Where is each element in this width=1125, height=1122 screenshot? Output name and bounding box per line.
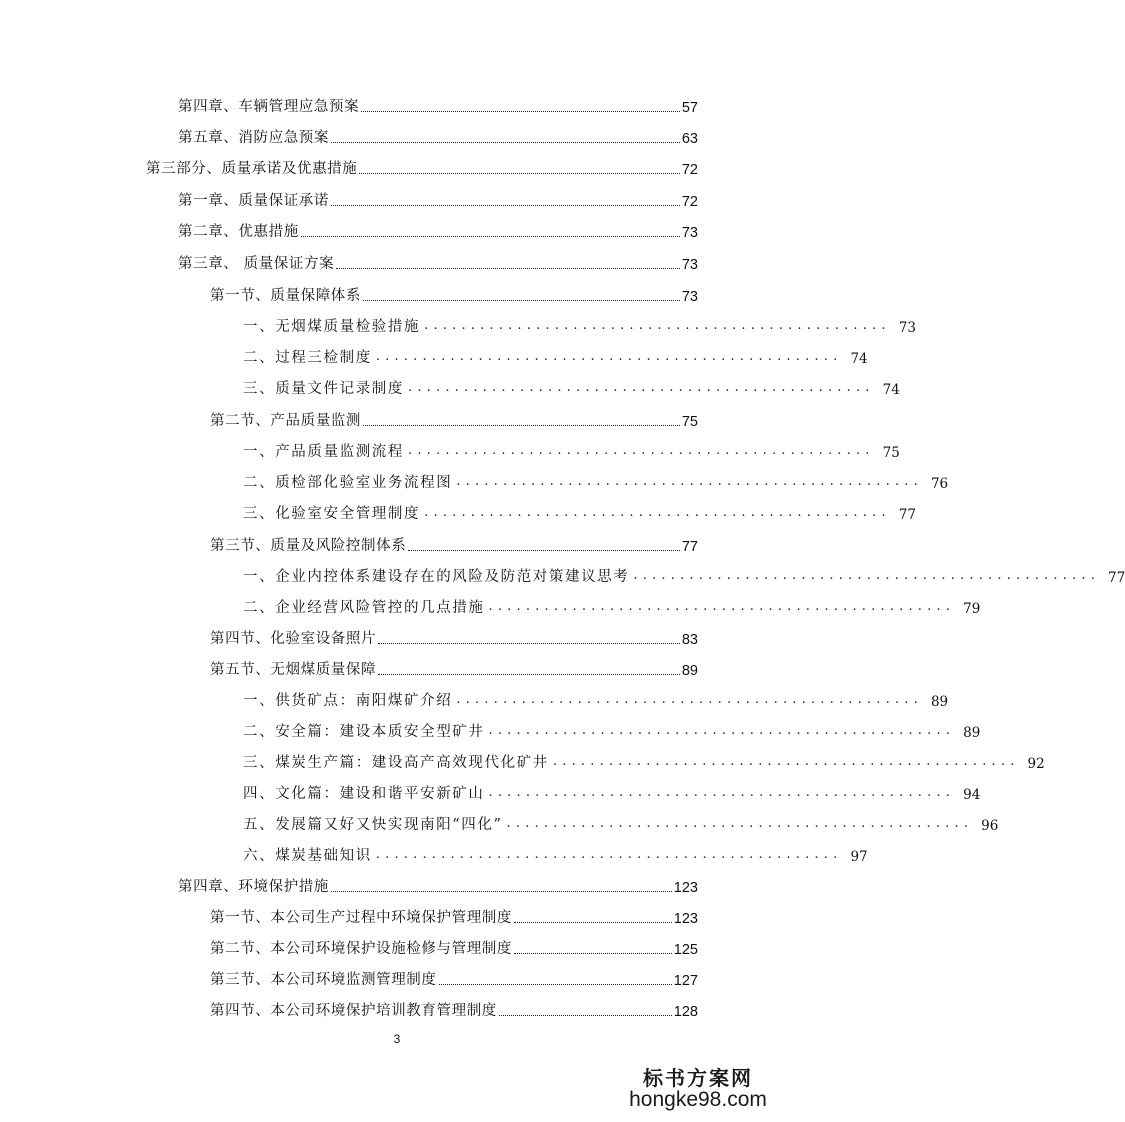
toc-entry[interactable] bbox=[243, 468, 949, 492]
toc-leader: .................................................. bbox=[424, 318, 891, 333]
toc-entry[interactable] bbox=[210, 934, 698, 958]
toc-entry-page: 89 bbox=[963, 725, 981, 741]
toc-entry[interactable] bbox=[178, 123, 698, 147]
toc-entry-title: 二、过程三检制度 bbox=[243, 350, 372, 366]
toc-entry[interactable] bbox=[243, 437, 900, 461]
toc-entry-title: 第一章、质量保证承诺 bbox=[178, 193, 329, 209]
toc-entry-page: 89 bbox=[930, 694, 949, 710]
toc-entry-title: 一、无烟煤质量检验措施 bbox=[243, 319, 421, 335]
toc-entry[interactable] bbox=[243, 686, 949, 710]
toc-entry-title: 第四节、本公司环境保护培训教育管理制度 bbox=[210, 1003, 497, 1019]
toc-leader bbox=[336, 267, 680, 269]
toc-entry-page: 92 bbox=[1027, 756, 1045, 772]
toc-entry-page: 73 bbox=[681, 257, 698, 273]
toc-entry[interactable] bbox=[243, 374, 900, 398]
toc-entry-title: 第四章、车辆管理应急预案 bbox=[178, 99, 360, 115]
toc-entry[interactable] bbox=[178, 217, 698, 241]
toc-entry[interactable] bbox=[210, 903, 698, 927]
toc-entry-title: 第四节、化验室设备照片 bbox=[210, 631, 377, 647]
toc-entry[interactable] bbox=[243, 841, 868, 865]
toc-entry[interactable] bbox=[210, 655, 698, 679]
toc-entry-page: 89 bbox=[681, 663, 698, 679]
toc-entry[interactable] bbox=[243, 810, 999, 834]
toc-leader: .................................................. bbox=[633, 568, 1101, 583]
toc-entry[interactable] bbox=[210, 531, 698, 555]
toc-entry-title: 第二章、优惠措施 bbox=[178, 224, 299, 240]
toc-entry-title: 第四章、环境保护措施 bbox=[178, 879, 329, 895]
toc-entry[interactable] bbox=[178, 249, 698, 273]
toc-leader: .................................................. bbox=[456, 692, 923, 707]
toc-leader bbox=[331, 890, 672, 892]
toc-entry-page: 77 bbox=[681, 539, 698, 555]
toc-entry[interactable] bbox=[243, 312, 916, 336]
toc-entry-page: 83 bbox=[681, 632, 698, 648]
toc-entry[interactable] bbox=[243, 748, 1045, 772]
toc-entry-page: 94 bbox=[963, 787, 981, 803]
toc-entry-title: 第五章、消防应急预案 bbox=[178, 130, 329, 146]
toc-entry-page: 75 bbox=[681, 414, 698, 430]
toc-entry-page: 72 bbox=[681, 162, 698, 178]
toc-entry-title: 第一节、质量保障体系 bbox=[210, 288, 361, 304]
toc-leader bbox=[331, 141, 680, 143]
toc-entry[interactable] bbox=[178, 186, 698, 210]
toc-leader: .................................................. bbox=[488, 785, 956, 800]
toc-entry[interactable] bbox=[210, 996, 698, 1020]
toc-entry-page: 74 bbox=[850, 351, 868, 367]
toc-leader: .................................................. bbox=[408, 443, 875, 458]
toc-entry-title: 第三章、 质量保证方案 bbox=[178, 256, 335, 272]
toc-entry-page: 77 bbox=[898, 507, 916, 523]
toc-leader bbox=[361, 110, 680, 112]
toc-entry-title: 第二节、本公司环境保护设施检修与管理制度 bbox=[210, 941, 512, 957]
toc-entry-page: 57 bbox=[681, 100, 698, 116]
toc-entry-title: 第三节、本公司环境监测管理制度 bbox=[210, 972, 437, 988]
toc-entry-title: 二、安全篇：建设本质安全型矿井 bbox=[243, 724, 485, 740]
toc-entry-title: 三、化验室安全管理制度 bbox=[243, 506, 421, 522]
toc-entry-page: 79 bbox=[963, 601, 981, 617]
toc-entry-page: 77 bbox=[1108, 570, 1125, 586]
toc-entry[interactable] bbox=[210, 965, 698, 989]
toc-leader bbox=[439, 983, 672, 985]
toc-leader bbox=[363, 299, 680, 301]
toc-entry-title: 一、产品质量监测流程 bbox=[243, 444, 404, 460]
toc-entry-title: 二、质检部化验室业务流程图 bbox=[243, 475, 453, 491]
toc-entry-page: 74 bbox=[882, 382, 900, 398]
toc-entry-page: 123 bbox=[673, 911, 698, 927]
toc-leader bbox=[378, 673, 680, 675]
toc-entry[interactable] bbox=[210, 406, 698, 430]
toc-leader bbox=[514, 952, 672, 954]
watermark-url: hongke98.com bbox=[629, 1088, 767, 1111]
toc-leader: .................................................. bbox=[552, 754, 1020, 769]
toc-entry-title: 一、企业内控体系建设存在的风险及防范对策建议思考 bbox=[243, 569, 630, 585]
toc-entry-page: 63 bbox=[681, 131, 698, 147]
toc-leader bbox=[331, 204, 680, 206]
toc-leader bbox=[499, 1014, 672, 1016]
toc-leader bbox=[363, 424, 680, 426]
toc-entry-page: 127 bbox=[673, 973, 698, 989]
toc-entry[interactable] bbox=[146, 154, 698, 178]
toc-entry[interactable] bbox=[178, 92, 698, 116]
toc-entry-title: 三、煤炭生产篇：建设高产高效现代化矿井 bbox=[243, 755, 549, 771]
toc-leader: .................................................. bbox=[408, 380, 875, 395]
toc-entry-title: 六、煤炭基础知识 bbox=[243, 848, 372, 864]
toc-entry-title: 第三节、质量及风险控制体系 bbox=[210, 538, 407, 554]
toc-leader bbox=[301, 235, 680, 237]
toc-leader bbox=[378, 642, 680, 644]
toc-leader bbox=[408, 549, 680, 551]
watermark-logo bbox=[618, 1068, 778, 1111]
toc-entry[interactable] bbox=[243, 562, 1125, 586]
toc-entry[interactable] bbox=[210, 281, 698, 305]
toc-entry-title: 第二节、产品质量监测 bbox=[210, 413, 361, 429]
watermark-cn: 标书方案网 bbox=[643, 1066, 753, 1090]
toc-entry-title: 一、供货矿点：南阳煤矿介绍 bbox=[243, 693, 453, 709]
toc-entry-title: 第五节、无烟煤质量保障 bbox=[210, 662, 377, 678]
toc-entry-page: 125 bbox=[673, 942, 698, 958]
toc-entry-title: 第三部分、质量承诺及优惠措施 bbox=[146, 161, 358, 177]
toc-leader: .................................................. bbox=[424, 505, 891, 520]
toc-entry-page: 75 bbox=[882, 445, 900, 461]
toc-entry[interactable] bbox=[243, 593, 981, 617]
toc-entry-page: 76 bbox=[930, 476, 949, 492]
toc-entry[interactable] bbox=[243, 499, 916, 523]
toc-leader: .................................................. bbox=[488, 723, 956, 738]
toc-entry[interactable] bbox=[210, 624, 698, 648]
toc-entry-page: 73 bbox=[681, 289, 698, 305]
toc-entry-page: 123 bbox=[673, 880, 698, 896]
toc-leader: .................................................. bbox=[456, 474, 923, 489]
toc-leader bbox=[514, 921, 672, 923]
toc-entry-page: 128 bbox=[673, 1004, 698, 1020]
toc-entry-page: 73 bbox=[898, 320, 916, 336]
toc-leader: .................................................. bbox=[375, 847, 843, 862]
toc-entry-page: 72 bbox=[681, 194, 698, 210]
toc-entry[interactable] bbox=[243, 343, 868, 367]
page-number: 3 bbox=[393, 1032, 401, 1046]
toc-entry-title: 三、质量文件记录制度 bbox=[243, 381, 404, 397]
toc-leader: .................................................. bbox=[506, 816, 974, 831]
toc-entry-title: 四、文化篇：建设和谐平安新矿山 bbox=[243, 786, 485, 802]
toc-entry[interactable] bbox=[243, 779, 981, 803]
toc-entry-page: 73 bbox=[681, 225, 698, 241]
toc-leader bbox=[359, 172, 679, 174]
toc-entry-page: 97 bbox=[850, 849, 868, 865]
toc-entry[interactable] bbox=[178, 872, 698, 896]
toc-entry[interactable] bbox=[243, 717, 981, 741]
toc-leader: .................................................. bbox=[488, 599, 956, 614]
toc-entry-page: 96 bbox=[981, 818, 999, 834]
toc-leader: .................................................. bbox=[375, 349, 843, 364]
toc-entry-title: 五、发展篇又好又快实现南阳“四化” bbox=[243, 817, 503, 833]
toc-entry-title: 第一节、本公司生产过程中环境保护管理制度 bbox=[210, 910, 512, 926]
toc-entry-title: 二、企业经营风险管控的几点措施 bbox=[243, 600, 485, 616]
